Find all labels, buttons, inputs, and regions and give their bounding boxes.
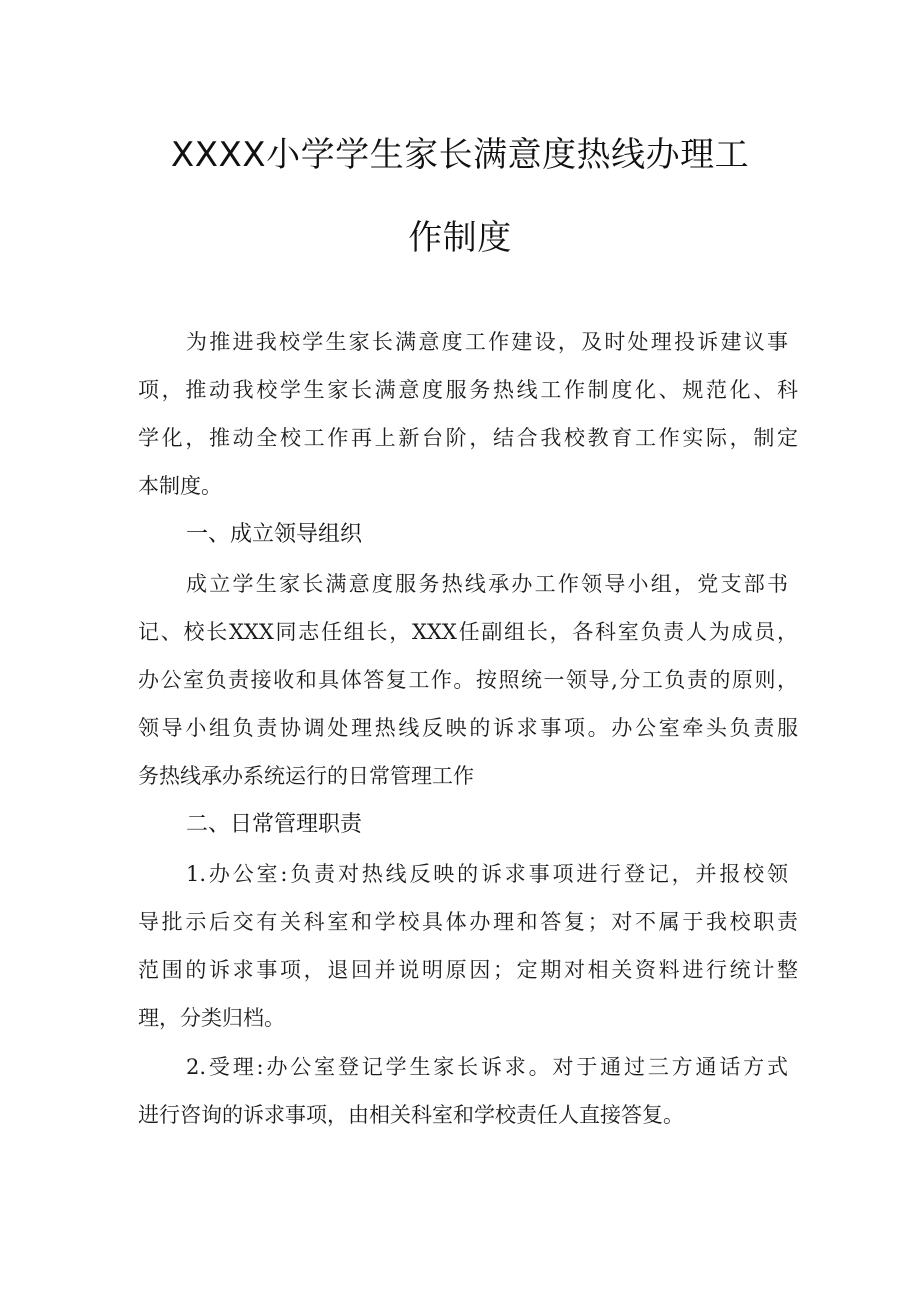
section2-item2-line: 2.受理:办公室登记学生家长诉求。对于通过三方通话方式 [186,1055,788,1079]
section2-item1-line: 1.办公室:负责对热线反映的诉求事项进行登记，并报校领 [186,862,788,886]
document-title-line-1: XXXX小学学生家长满意度热线办理工 [170,135,750,175]
section1-line: 记、校长XXX同志任组长，XXX任副组长，各科室负责人为成员， [138,620,798,644]
section1-line: 办公室负责接收和具体答复工作。按照统一领导,分工负责的原则， [138,668,798,692]
section2-item1-line: 范围的诉求事项，退回并说明原因；定期对相关资料进行统计整 [138,958,798,982]
intro-line: 项，推动我校学生家长满意度服务热线工作制度化、规范化、科 [138,378,798,402]
section-heading: 二、日常管理职责 [186,812,363,837]
section1-line: 成立学生家长满意度服务热线承办工作领导小组，党支部书 [186,572,788,596]
section2-item2-line: 进行咨询的诉求事项，由相关科室和学校责任人直接答复。 [138,1103,684,1127]
intro-line: 为推进我校学生家长满意度工作建设，及时处理投诉建议事 [186,330,788,354]
section-heading: 一、成立领导组织 [186,522,363,547]
section1-line: 务热线承办系统运行的日常管理工作 [138,764,474,788]
section2-item1-line: 导批示后交有关科室和学校具体办理和答复；对不属于我校职责 [138,910,798,934]
document-title-line-2: 作制度 [408,218,512,258]
section2-item1-line: 理，分类归档。 [138,1006,285,1030]
intro-line: 本制度。 [138,474,222,498]
intro-line: 学化，推动全校工作再上新台阶，结合我校教育工作实际，制定 [138,426,798,450]
section1-line: 领导小组负责协调处理热线反映的诉求事项。办公室牵头负责服 [138,716,798,740]
